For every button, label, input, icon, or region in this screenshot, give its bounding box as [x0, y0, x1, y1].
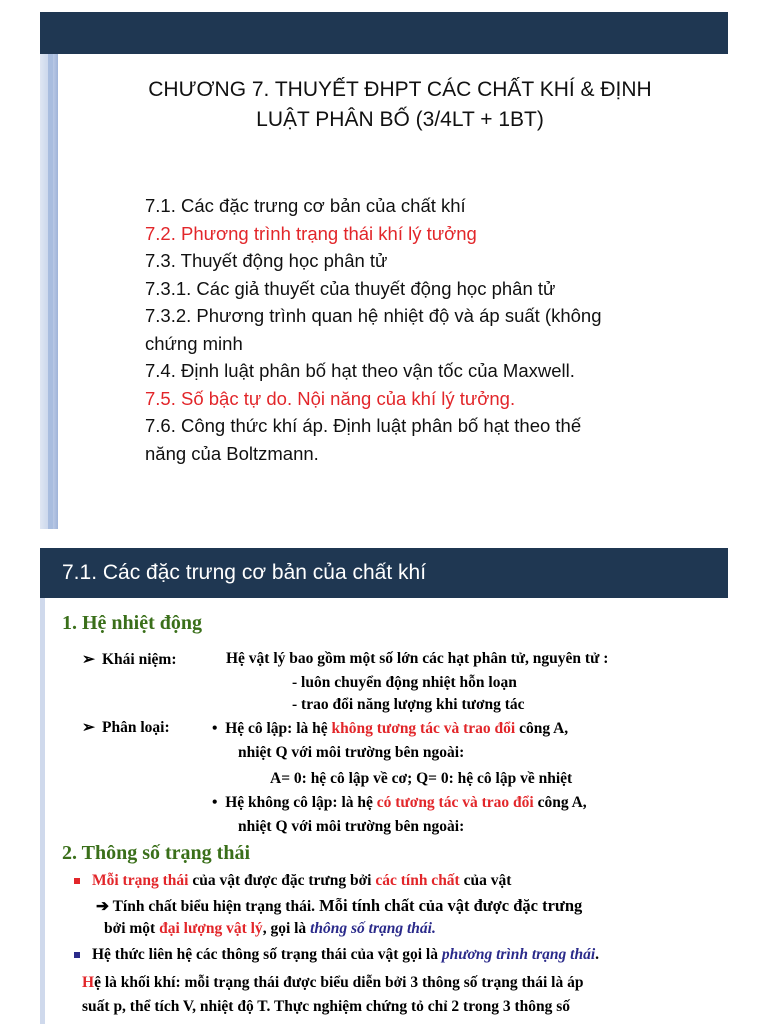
- state-line3: bởi một đại lượng vật lý, gọi là thông số trạng thái.: [104, 920, 436, 937]
- concept-text: Hệ vật lý bao gồm một số lớn các hạt phân tử, nguyên tử :: [226, 650, 609, 667]
- toc-item: 7.3.2. Phương trình quan hệ nhiệt độ và áp suất (không: [145, 305, 602, 326]
- non-isolated-line1: • Hệ không cô lập: là hệ có tương tác và trao đổi công A,: [212, 794, 587, 811]
- class-label: Phân loại:: [102, 719, 170, 736]
- left-stripe: [40, 54, 58, 529]
- class-row: [82, 718, 170, 737]
- isolated-line2: nhiệt Q với môi trường bên ngoài:: [238, 744, 465, 761]
- chapter-title: [100, 75, 700, 135]
- bullet-icon: •: [212, 720, 226, 737]
- square-bullet-icon: [74, 878, 80, 884]
- state-line1: Mỗi trạng thái của vật được đặc trưng bởi các tính chất của vật: [74, 872, 511, 890]
- toc-item: 7.1. Các đặc trưng cơ bản của chất khí: [145, 195, 466, 216]
- heading-thermo-system: 1. Hệ nhiệt động: [62, 612, 203, 634]
- toc-item: 7.3.1. Các giả thuyết của thuyết động học phân tử: [145, 277, 556, 299]
- concept-sub-1: - luôn chuyển động nhiệt hỗn loạn: [292, 674, 517, 691]
- toc-item: 7.6. Công thức khí áp. Định luật phân bố hạt theo thế: [145, 415, 582, 436]
- arrow-bullet-icon: ➢: [82, 651, 95, 668]
- slide-section-7-1: [0, 548, 768, 1024]
- toc-item: năng của Boltzmann.: [145, 442, 319, 464]
- toc-item: chứng minh: [145, 332, 243, 354]
- left-stripe: [40, 598, 45, 1024]
- toc-item: 7.2. Phương trình trạng thái khí lý tưởng: [145, 222, 477, 244]
- concept-label: Khái niệm:: [102, 651, 177, 668]
- isolated-line3: A= 0: hệ cô lập về cơ; Q= 0: hệ cô lập về nhiệt: [270, 770, 573, 787]
- state-line4: Hệ thức liên hệ các thông số trạng thái của vật gọi là phương trình trạng thái.: [74, 946, 599, 964]
- chapter-title-line1: CHƯƠNG 7. THUYẾT ĐHPT CÁC CHẤT KHÍ & ĐỊNH: [148, 78, 652, 101]
- toc-item: 7.3. Thuyết động học phân tử: [145, 250, 388, 271]
- arrow-right-icon: ➔: [96, 898, 113, 915]
- bullet-icon: •: [212, 794, 226, 811]
- section-header: 7.1. Các đặc trưng cơ bản của chất khí: [40, 548, 728, 598]
- isolated-line1: • Hệ cô lập: là hệ không tương tác và trao đổi công A,: [212, 720, 569, 737]
- square-bullet-icon: [74, 952, 80, 958]
- gas-para-line2: suất p, thể tích V, nhiệt độ T. Thực nghiệm chứng tỏ chỉ 2 trong 3 thông số: [82, 998, 571, 1015]
- concept-sub-2: - trao đổi năng lượng khi tương tác: [292, 696, 525, 713]
- heading-state-params: 2. Thông số trạng thái: [62, 842, 251, 864]
- chapter-title-line2: LUẬT PHÂN BỐ (3/4LT + 1BT): [256, 108, 544, 131]
- non-isolated-line2: nhiệt Q với môi trường bên ngoài:: [238, 818, 465, 835]
- toc-item: 7.4. Định luật phân bố hạt theo vận tốc của Maxwell.: [145, 360, 575, 381]
- state-line2: ➔ Tính chất biểu hiện trạng thái. Mỗi tính chất của vật được đặc trưng: [96, 896, 583, 915]
- title-bar: [40, 12, 728, 54]
- table-of-contents: [145, 192, 705, 467]
- arrow-bullet-icon: ➢: [82, 719, 95, 736]
- toc-item: 7.5. Số bậc tự do. Nội năng của khí lý tưởng.: [145, 387, 516, 409]
- gas-para-line1: Hệ là khối khí: mỗi trạng thái được biểu diễn bởi 3 thông số trạng thái là áp: [82, 974, 584, 991]
- concept-row: [82, 650, 177, 669]
